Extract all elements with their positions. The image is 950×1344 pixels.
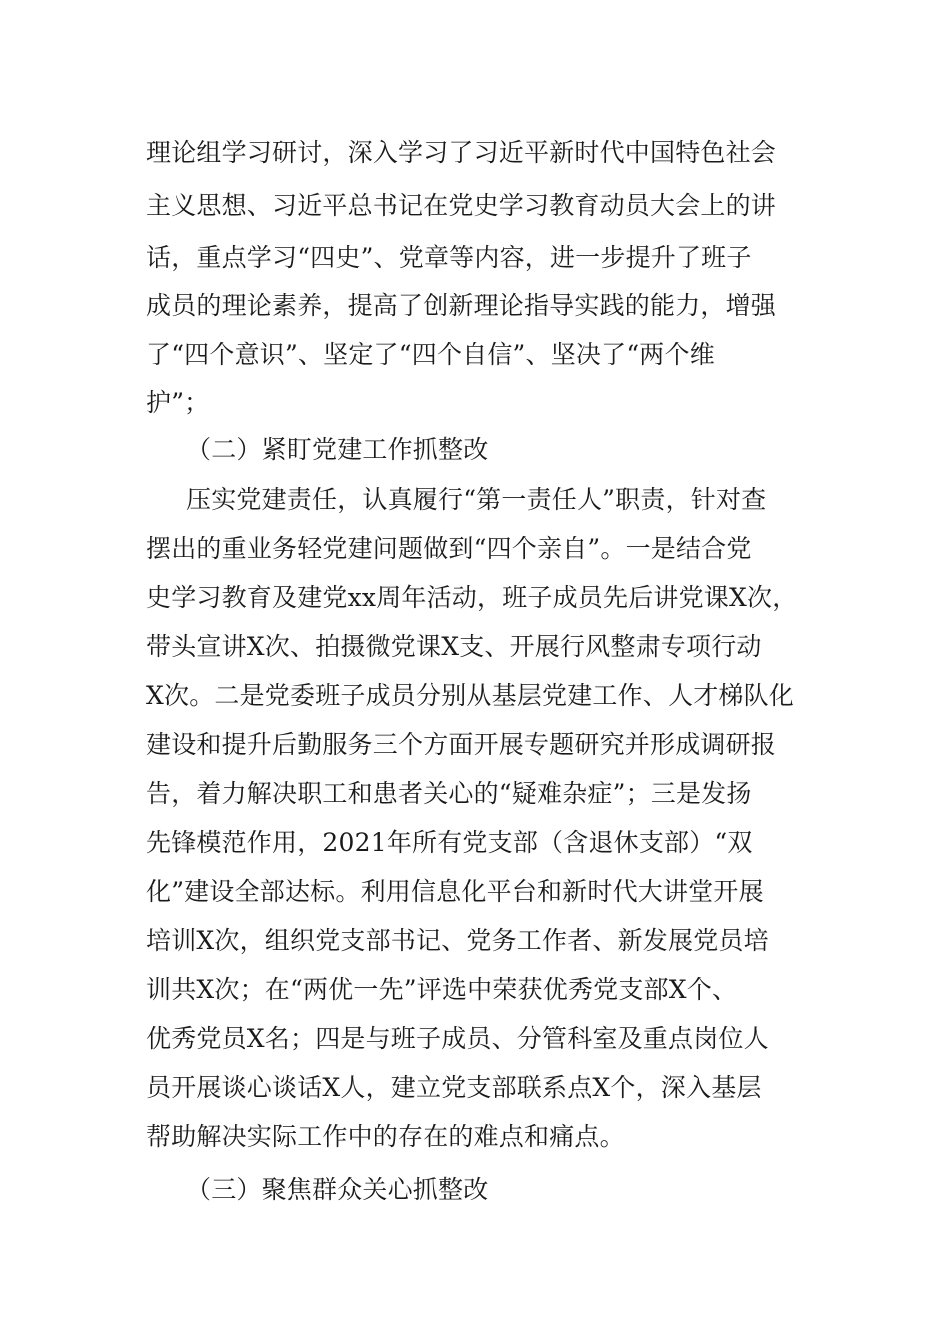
paragraph-line: 主义思想、习近平总书记在党史学习教育动员大会上的讲 — [146, 191, 777, 220]
paragraph-line: 成员的理论素养，提高了创新理论指导实践的能力，增强 — [146, 291, 777, 320]
paragraph-line: 护”； — [146, 388, 210, 417]
paragraph-line: X次。二是党委班子成员分别从基层党建工作、人才梯队化 — [146, 681, 795, 710]
section-heading-2: （二）紧盯党建工作抓整改 — [186, 435, 489, 464]
paragraph-line: 训共X次；在“两优一先”评选中荣获优秀党支部X个、 — [146, 975, 738, 1004]
paragraph-line: 化”建设全部达标。利用信息化平台和新时代大讲堂开展 — [146, 877, 764, 906]
paragraph-line: 压实党建责任，认真履行“第一责任人”职责，针对查 — [186, 485, 767, 514]
paragraph-line: 话，重点学习“四史”、党章等内容，进一步提升了班子 — [146, 243, 752, 272]
paragraph-line: 史学习教育及建党xx周年活动，班子成员先后讲党课X次， — [146, 583, 798, 612]
paragraph-line: 摆出的重业务轻党建问题做到“四个亲自”。一是结合党 — [146, 534, 752, 563]
paragraph-line: 建设和提升后勤服务三个方面开展专题研究并形成调研报 — [146, 730, 777, 759]
paragraph-line: 先锋模范作用，2021年所有党支部（含退休支部）“双 — [146, 828, 753, 857]
paragraph-line: 帮助解决实际工作中的存在的难点和痛点。 — [146, 1122, 625, 1151]
paragraph-line: 带头宣讲X次、拍摄微党课X支、开展行风整肃专项行动 — [146, 632, 762, 661]
paragraph-line: 优秀党员X名；四是与班子成员、分管科室及重点岗位人 — [146, 1024, 769, 1053]
section-heading-3: （三）聚焦群众关心抓整改 — [186, 1175, 489, 1204]
paragraph-line: 员开展谈心谈话X人，建立党支部联系点X个，深入基层 — [146, 1073, 762, 1102]
paragraph-line: 理论组学习研讨，深入学习了习近平新时代中国特色社会 — [146, 138, 777, 167]
paragraph-line: 告，着力解决职工和患者关心的“疑难杂症”；三是发扬 — [146, 779, 752, 808]
paragraph-line: 了“四个意识”、坚定了“四个自信”、坚决了“两个维 — [146, 340, 715, 369]
paragraph-line: 培训X次，组织党支部书记、党务工作者、新发展党员培 — [146, 926, 769, 955]
